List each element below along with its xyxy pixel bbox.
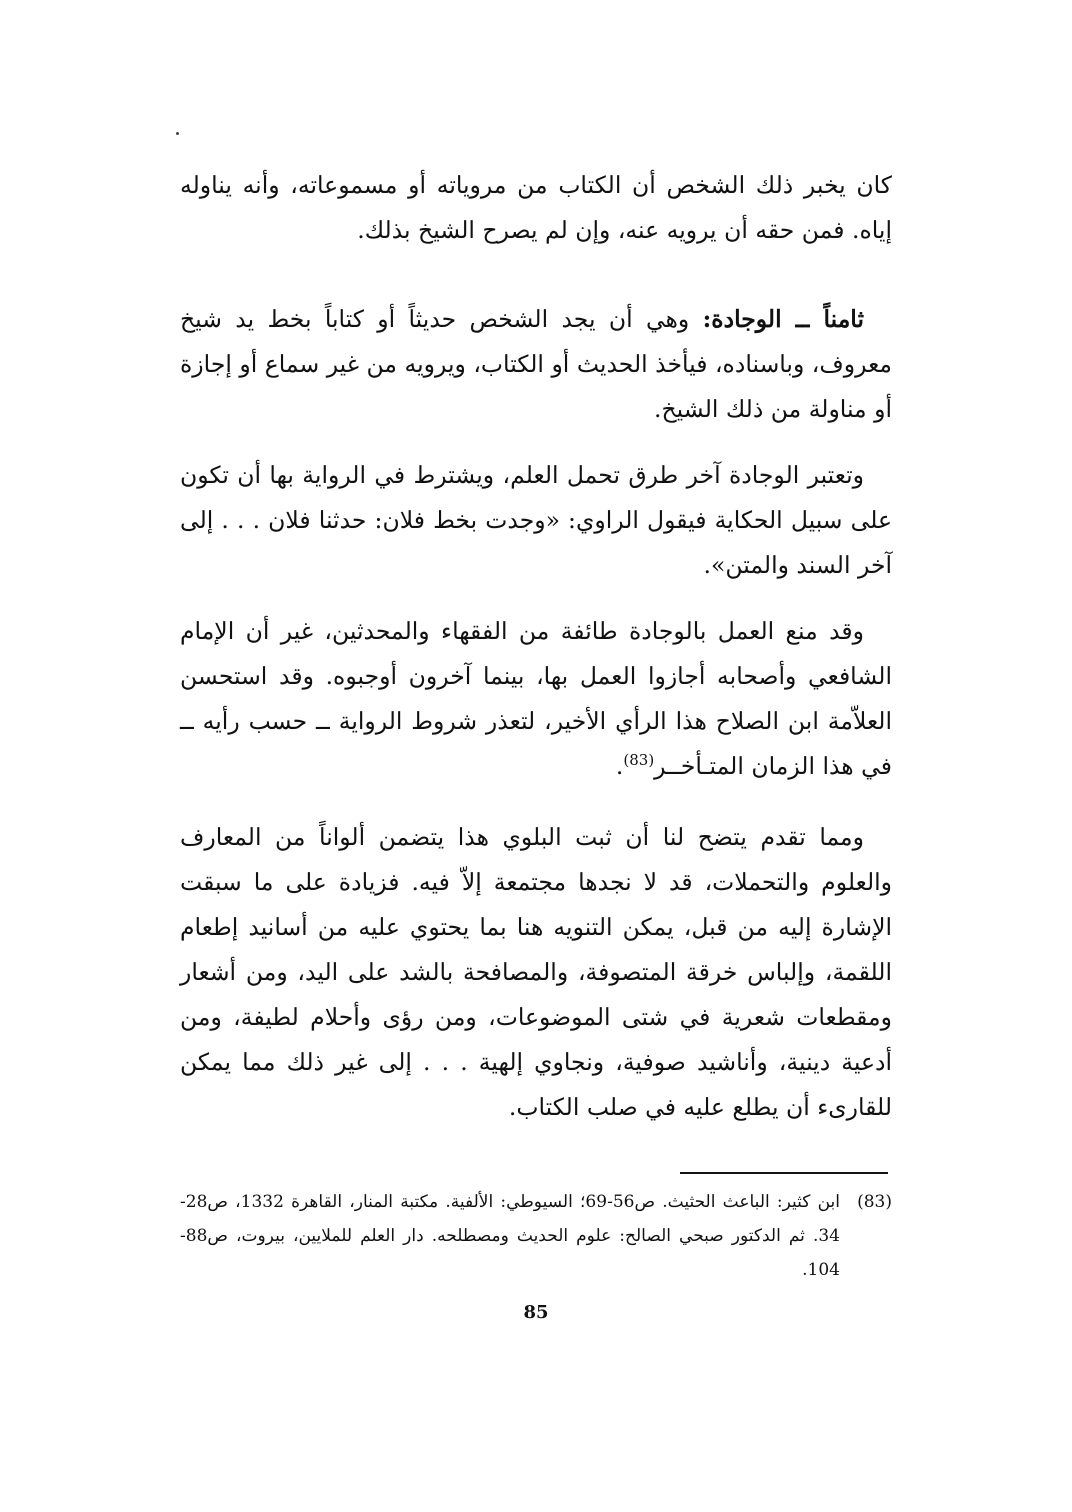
section-heading-wijada: ثامناً ــ الوجادة: bbox=[702, 305, 864, 333]
footnote-text: ابن كثير: الباعث الحثيث. ص56-69؛ السيوطي: الألفية. مكتبة المنار، القاهرة 1332، ص28-34. ثم الدكتور صبحي الصالح: علوم الحديث ومصطلحه. دار العلم للملايين، بيروت، ص88-104. bbox=[180, 1192, 841, 1280]
paragraph-3-text: وتعتبر الوجادة آخر طرق تحمل العلم، ويشترط في الرواية بها أن تكون على سبيل الحكاية فيقول الراوي: «وجدت بخط فلان: حدثنا فلان . . . إلى آخر السند والمتن». bbox=[180, 461, 892, 579]
page-number: 85 bbox=[523, 1302, 549, 1323]
footnote-reference[interactable]: (83) bbox=[623, 751, 655, 770]
paragraph-2-text: وهي أن يجد الشخص حديثاً أو كتاباً بخط يد شيخ معروف، وباسناده، فيأخذ الحديث أو الكتاب، ويرويه من غير سماع أو إجازة أو مناولة من ذلك الشيخ. bbox=[180, 305, 892, 423]
paragraph-5-text: ومما تقدم يتضح لنا أن ثبت البلوي هذا يتضمن ألواناً من المعارف والعلوم والتحملات، قد لا نجدها مجتمعة إلاّ فيه. فزيادة على ما سبقت الإشارة إليه من قبل، يمكن التنويه هنا بما يحتوي عليه من أسانيد إطعام اللقمة، وإلباس خرقة المتصوفة، والمصافحة بالشد على اليد، ومن أشعار ومقطعات شعرية في شتى الموضوعات، ومن رؤى وأحلام لطيفة، ومن أدعية دينية، وأناشيد صوفية، ونجاوي إلهية . . . إلى غير ذلك مما يمكن للقارىء أن يطلع عليه في صلب الكتاب. bbox=[180, 823, 892, 1121]
paragraph-2 bbox=[180, 297, 892, 432]
footnote bbox=[180, 1185, 892, 1287]
paragraph-3 bbox=[180, 453, 892, 588]
paragraph-5 bbox=[180, 815, 892, 1130]
footnote-number: (83) bbox=[857, 1192, 892, 1212]
paragraph-1 bbox=[180, 163, 892, 253]
paragraph-4-end: . bbox=[615, 752, 624, 780]
footnote-divider bbox=[680, 1172, 888, 1174]
paragraph-1-text: كان يخبر ذلك الشخص أن الكتاب من مروياته أو مسموعاته، وأنه يناوله إياه. فمن حقه أن يرويه عنه، وإن لم يصرح الشيخ بذلك. bbox=[180, 171, 892, 244]
paragraph-4 bbox=[180, 609, 892, 789]
scan-speck bbox=[176, 132, 179, 135]
paragraph-4-text: وقد منع العمل بالوجادة طائفة من الفقهاء والمحدثين، غير أن الإمام الشافعي وأصحابه أجازوا العمل بها، بينما آخرون أوجبوه. وقد استحسن العلاّمة ابن الصلاح هذا الرأي الأخير، لتعذر شروط الرواية ــ حسب رأيه ــ في هذا الزمان المتـأخــر bbox=[180, 617, 892, 780]
